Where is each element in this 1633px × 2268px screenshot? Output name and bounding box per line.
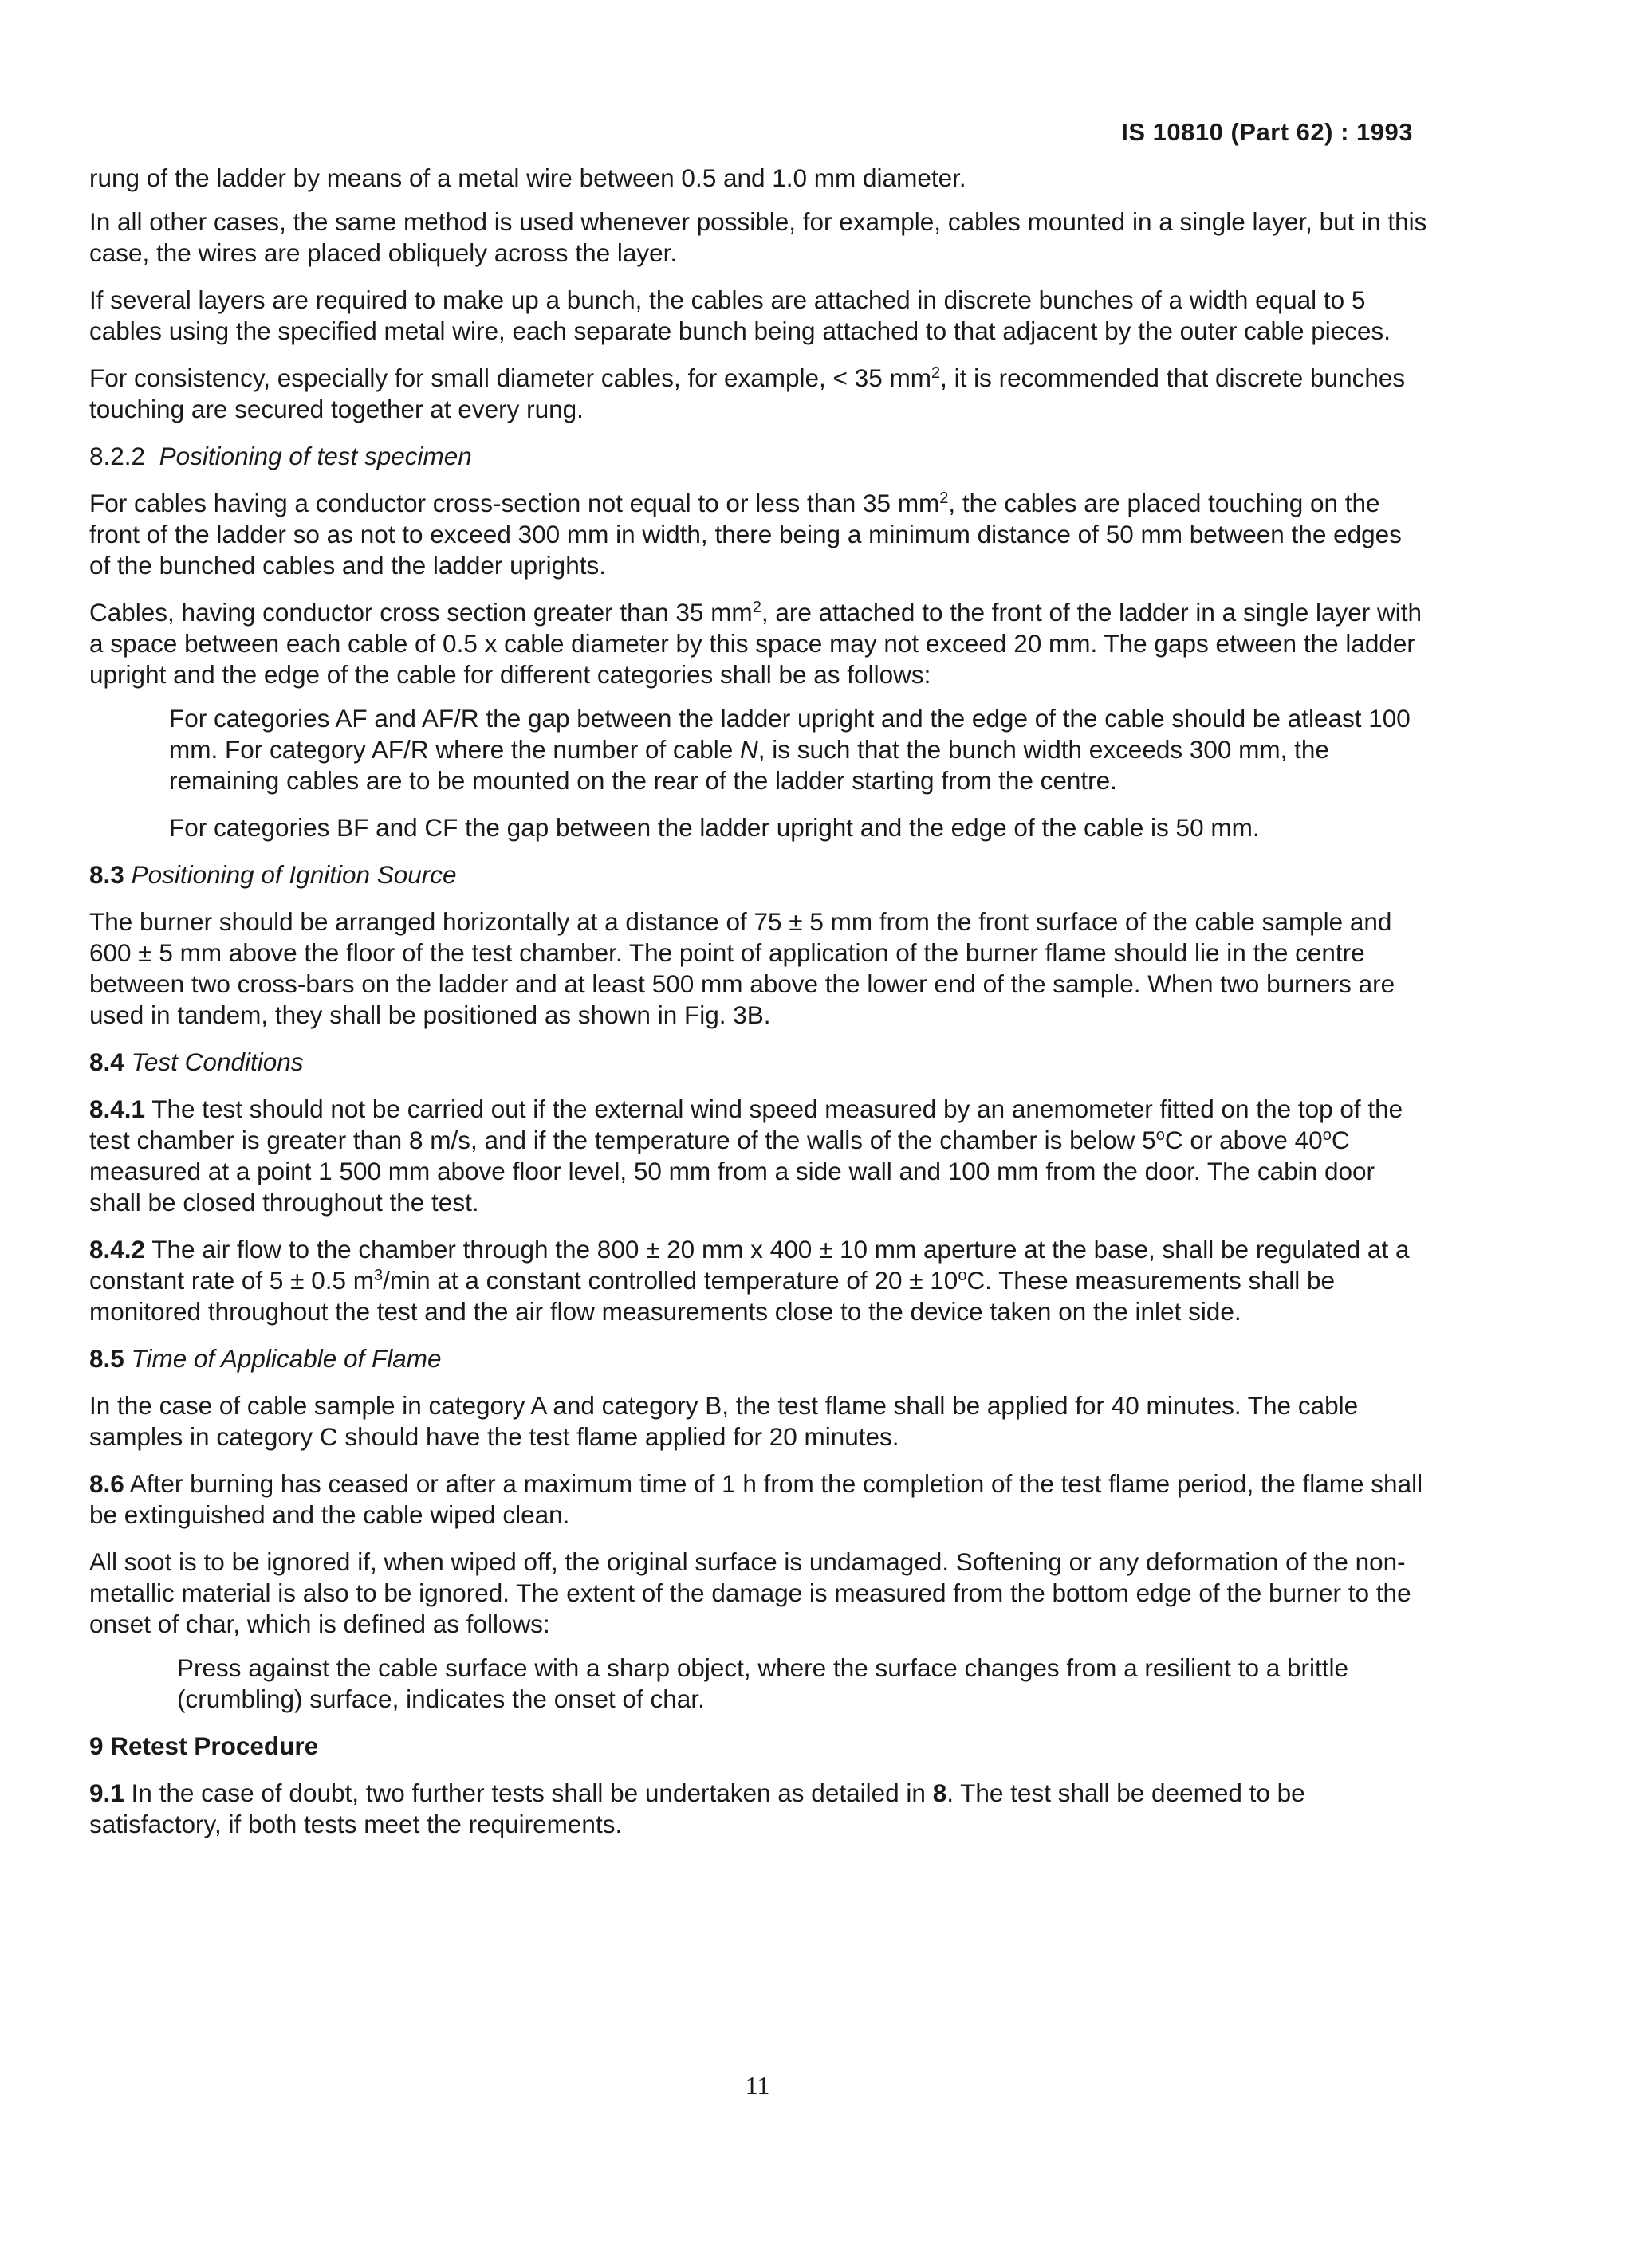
- text-run: /min at a constant controlled temperature of 20 ± 10: [383, 1266, 958, 1295]
- section-title: Time of Applicable of Flame: [131, 1344, 442, 1373]
- section-heading-8-2-2: [89, 441, 1429, 472]
- text-run: , are attached to the front of the ladder in a single layer with a space between each cable of 0.5 x cable diameter by this space may not exceed 20 mm. The gaps etween the ladder upright and the edge of the cable for different categories shall be as follows:: [89, 598, 1422, 689]
- paragraph-onset-of-char: Press against the cable surface with a sharp object, where the surface changes from a resilient to a brittle (crumbling) surface, indicates the onset of char.: [177, 1653, 1349, 1713]
- section-number: 8.2.2: [89, 442, 146, 470]
- page-number: 11: [745, 2071, 770, 2100]
- paragraph-other-cases: In all other cases, the same method is used whenever possible, for example, cables mounted in a single layer, but in this case, the wires are placed obliquely across the layer.: [89, 207, 1427, 267]
- clause-reference: 8: [932, 1779, 947, 1807]
- section-title: Positioning of test specimen: [159, 442, 472, 470]
- section-title: Positioning of Ignition Source: [131, 860, 457, 889]
- paragraph-soot: All soot is to be ignored if, when wiped off, the original surface is undamaged. Softening or any deformation of the non-metallic material is also to be ignored. The extent of the damage is measured from the bottom edge of the burner to the onset of char, which is defined as follows:: [89, 1547, 1411, 1638]
- text-run: C. These measurements shall be monitored throughout the test and the air flow measurements close to the device taken on the inlet side.: [89, 1266, 1336, 1326]
- text-run: Cables, having conductor cross section greater than 35 mm: [89, 598, 753, 627]
- clause-number: 8.6: [89, 1469, 124, 1498]
- text-run: The air flow to the chamber through the 800 ± 20 mm x 400 ± 10 mm aperture at the base, shall be regulated at a constant rate of 5 ± 0.5 m: [89, 1235, 1410, 1295]
- paragraph-consistency: [89, 363, 1429, 425]
- section-number: 8.5: [89, 1344, 124, 1373]
- text-run: In the case of doubt, two further tests shall be undertaken as detailed in: [124, 1779, 933, 1807]
- section-heading-8-4: [89, 1047, 1429, 1078]
- paragraph-greater-cross-section: [89, 597, 1429, 690]
- superscript: 2: [752, 599, 761, 616]
- clause-number: 9.1: [89, 1779, 124, 1807]
- paragraph-cross-section: [89, 488, 1429, 581]
- paragraph-9-1: [89, 1778, 1429, 1840]
- section-heading-9: 9 Retest Procedure: [89, 1731, 319, 1760]
- section-heading-8-3: [89, 859, 1429, 890]
- text-run: . The test shall be deemed to be satisfactory, if both tests meet the requirements.: [89, 1779, 1305, 1838]
- paragraph-categories-af: [169, 703, 1429, 796]
- paragraph-ladder-rung: rung of the ladder by means of a metal wire between 0.5 and 1.0 mm diameter.: [89, 163, 966, 192]
- text-run: For consistency, especially for small diameter cables, for example, < 35 mm: [89, 364, 931, 392]
- superscript: 2: [939, 489, 949, 507]
- superscript: o: [1155, 1126, 1165, 1144]
- clause-number: 8.4.2: [89, 1235, 146, 1264]
- section-number: 8.4: [89, 1048, 124, 1076]
- variable-n: N: [740, 735, 758, 764]
- paragraph-8-4-1: [89, 1094, 1429, 1218]
- text-run: , the cables are placed touching on the front of the ladder so as not to exceed 300 mm in width, there being a minimum distance of 50 mm between the edges of the bunched cables and the ladder uprights.: [89, 489, 1402, 580]
- superscript: o: [1322, 1126, 1332, 1144]
- paragraph-flame-time: In the case of cable sample in category A and category B, the test flame shall be applied for 40 minutes. The cable samples in category C should have the test flame applied for 20 minutes.: [89, 1391, 1359, 1451]
- document-id-header: IS 10810 (Part 62) : 1993: [1121, 118, 1413, 146]
- paragraph-categories-bf-cf: For categories BF and CF the gap between the ladder upright and the edge of the cable is 50 mm.: [169, 813, 1260, 842]
- text-run: , it is recommended that discrete bunches touching are secured together at every rung.: [89, 364, 1406, 423]
- text-run: The test should not be carried out if the external wind speed measured by an anemometer fitted on the top of the test chamber is greater than 8 m/s, and if the temperature of the walls of the chamber is below 5: [89, 1095, 1403, 1154]
- paragraph-burner-arrangement: The burner should be arranged horizontally at a distance of 75 ± 5 mm from the front surface of the cable sample and 600 ± 5 mm above the floor of the test chamber. The point of application of the burner flame should lie in the centre between two cross-bars on the ladder and at least 500 mm above the lower end of the sample. When two burners are used in tandem, they shall be positioned as shown in Fig. 3B.: [89, 907, 1395, 1029]
- clause-number: 8.4.1: [89, 1095, 146, 1123]
- superscript: o: [958, 1267, 967, 1284]
- paragraph-8-6: [89, 1468, 1429, 1531]
- text-run: For categories AF and AF/R the gap between the ladder upright and the edge of the cable should be atleast 100 mm. For category AF/R where the number of cable: [169, 704, 1411, 764]
- section-title: Test Conditions: [131, 1048, 304, 1076]
- text-run: C measured at a point 1 500 mm above floor level, 50 mm from a side wall and 100 mm from the door. The cabin door shall be closed throughout the test.: [89, 1126, 1375, 1217]
- section-heading-8-5: [89, 1343, 1429, 1374]
- section-number: 8.3: [89, 860, 124, 889]
- superscript: 2: [931, 364, 941, 382]
- paragraph-several-layers: If several layers are required to make up a bunch, the cables are attached in discrete bunches of a width equal to 5 cables using the specified metal wire, each separate bunch being attached to that adjacent by the outer cable pieces.: [89, 285, 1391, 345]
- paragraph-8-4-2: [89, 1234, 1429, 1327]
- text-run: After burning has ceased or after a maximum time of 1 h from the completion of the test flame period, the flame shall be extinguished and the cable wiped clean.: [89, 1469, 1423, 1529]
- text-run: C or above 40: [1164, 1126, 1323, 1154]
- page-body: [89, 163, 1429, 1856]
- text-run: For cables having a conductor cross-section not equal to or less than 35 mm: [89, 489, 940, 517]
- superscript: 3: [373, 1267, 384, 1284]
- text-run: , is such that the bunch width exceeds 300 mm, the remaining cables are to be mounted on the rear of the ladder starting from the centre.: [169, 735, 1329, 795]
